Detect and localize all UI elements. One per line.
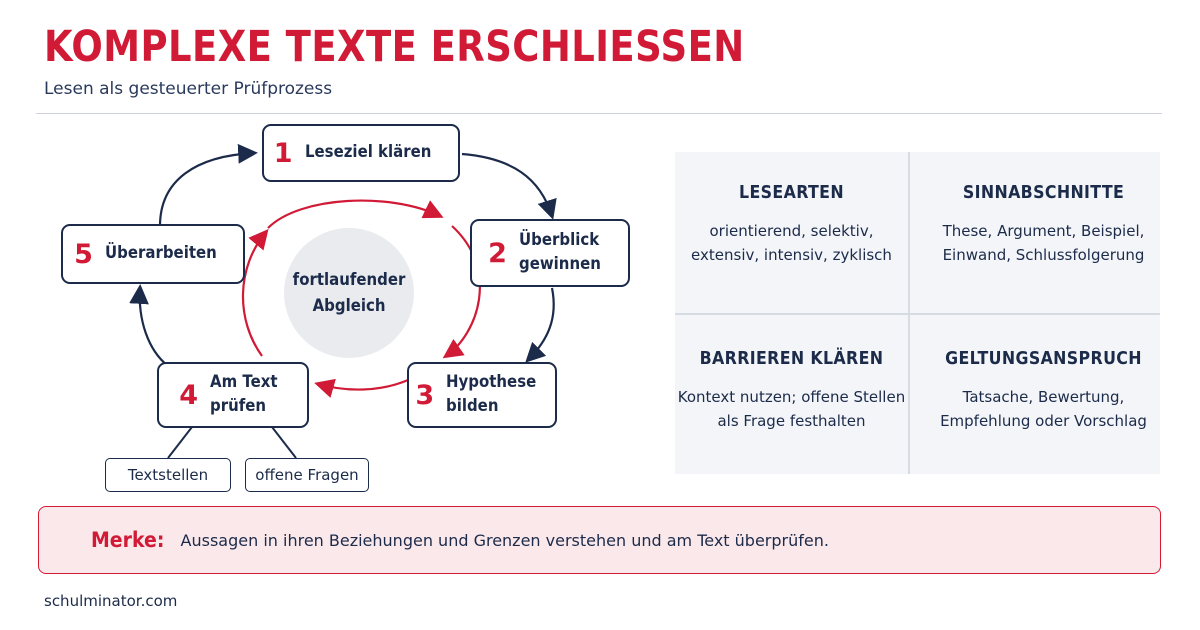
grid-cell-heading: LESEARTEN: [739, 182, 844, 203]
page-title: KOMPLEXE TEXTE ERSCHLIESSEN: [44, 22, 745, 72]
grid-cell-text-line2: Empfehlung oder Vorschlag: [940, 412, 1147, 430]
grid-cell-heading: SINNABSCHNITTE: [962, 182, 1125, 203]
step-2-label: [519, 229, 601, 277]
grid-cell-text-line1: orientierend, selektiv,: [709, 222, 874, 240]
inner-arrow-left: [243, 232, 266, 356]
inner-arrow-top: [268, 201, 440, 228]
center-label-line1: fortlaufender: [292, 269, 406, 290]
grid-cell-text-line2: extensiv, intensiv, zyklisch: [691, 246, 892, 264]
step-4-box: [157, 362, 309, 428]
grid-cell-text-line2: Einwand, Schlussfolgerung: [942, 246, 1145, 264]
grid-cell-text-line1: These, Argument, Beispiel,: [942, 222, 1145, 240]
grid-cell-geltungsanspruch: [927, 348, 1160, 433]
step-2-label-line1: Überblick: [518, 230, 600, 251]
step-2-box: [470, 219, 630, 287]
center-circle: [284, 228, 414, 358]
step-5-number: 5: [74, 238, 93, 270]
substep-offene-fragen: offene Fragen: [245, 458, 369, 492]
grid-cell-text-line1: Tatsache, Bewertung,: [962, 388, 1125, 406]
branch-offene-fragen: [272, 427, 296, 458]
step-3-label: [446, 371, 536, 419]
step-4-number: 4: [179, 379, 199, 411]
connector-5-1: [160, 153, 254, 226]
step-2-label-line2: gewinnen: [518, 254, 601, 274]
grid-cell-text-line1: Kontext nutzen; offene Stellen: [677, 388, 906, 406]
step-1-label: Leseziel klären: [304, 142, 431, 163]
step-2-number: 2: [488, 237, 507, 269]
step-5-label: Überarbeiten: [104, 243, 217, 264]
connector-1-2: [462, 154, 552, 216]
note-text: Aussagen in ihren Beziehungen und Grenzen verstehen und am Text überprüfen.: [180, 530, 829, 550]
step-1-box: [262, 124, 460, 182]
step-3-label-line1: Hypothese: [446, 372, 537, 393]
grid-cell-sinnabschnitte: [927, 182, 1160, 267]
substep-textstellen: Textstellen: [105, 458, 231, 492]
footer-brand: schulminator.com: [44, 592, 178, 610]
step-1-number: 1: [273, 137, 293, 169]
note-tag: Merke:: [91, 528, 165, 552]
grid-cell-heading: BARRIEREN KLÄREN: [699, 348, 884, 369]
grid-cell-barrieren: [675, 348, 908, 433]
step-5-box: [61, 224, 245, 284]
grid-horizontal-divider: [675, 313, 1160, 315]
step-3-box: [407, 362, 557, 428]
step-3-number: 3: [415, 379, 435, 411]
page-subtitle: Lesen als gesteuerter Prüfprozess: [44, 79, 333, 99]
inner-arrow-bottom: [318, 380, 408, 390]
step-4-label-line1: Am Text: [210, 372, 278, 393]
grid-cell-heading: GELTUNGSANSPRUCH: [945, 348, 1142, 369]
note-box: [38, 506, 1161, 574]
step-4-label-line2: prüfen: [210, 396, 267, 416]
grid-cell-lesearten: [675, 182, 908, 267]
grid-cell-text-line2: als Frage festhalten: [717, 412, 866, 430]
info-grid: [675, 152, 1160, 474]
connector-2-3: [528, 288, 554, 360]
connector-4-5: [140, 288, 168, 366]
step-4-label: [210, 371, 278, 419]
step-3-label-line2: bilden: [446, 396, 499, 416]
center-label-line2: Abgleich: [312, 296, 386, 316]
branch-textstellen: [168, 427, 192, 458]
